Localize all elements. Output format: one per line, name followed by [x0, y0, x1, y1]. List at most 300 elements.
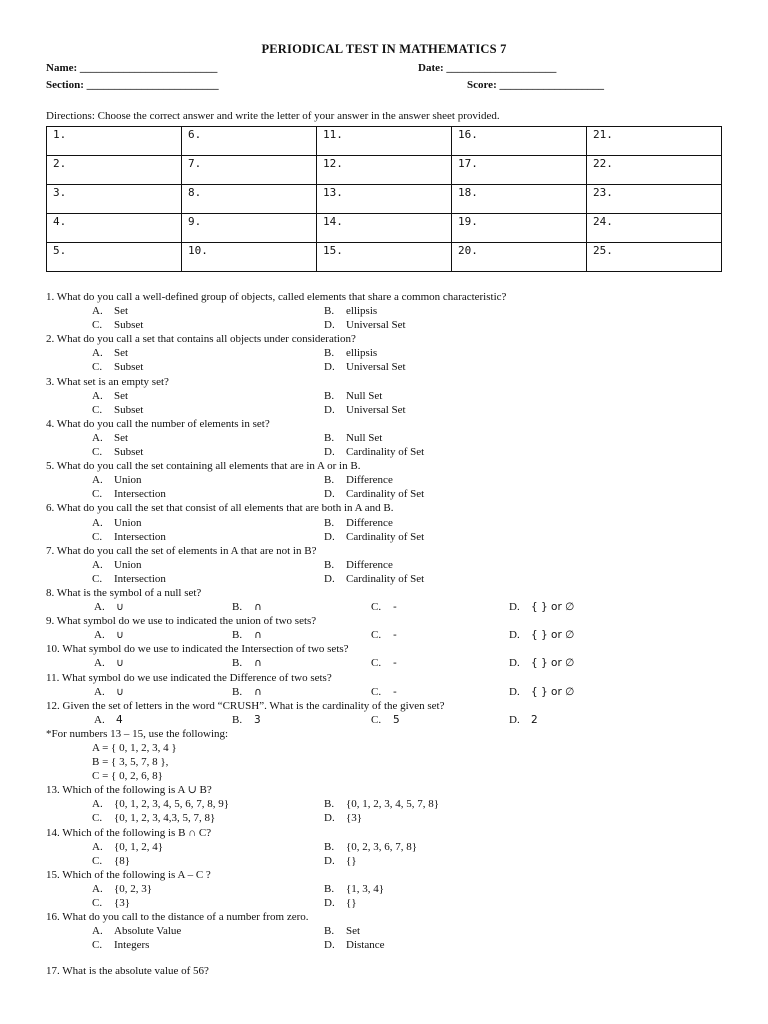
answer-cell: 14. — [317, 214, 452, 243]
answer-option — [324, 516, 393, 530]
option-text: {3} — [346, 812, 363, 825]
option-letter: B. — [324, 474, 335, 487]
question-item — [46, 586, 736, 614]
answer-option — [324, 572, 424, 586]
option-text: ellipsis — [346, 305, 378, 318]
option-letter: B. — [232, 685, 243, 698]
answer-option — [92, 403, 143, 417]
options-row — [46, 572, 736, 586]
options-row — [46, 403, 736, 417]
answer-cell: 25. — [587, 243, 722, 272]
option-letter: D. — [324, 939, 335, 952]
option-text: Set — [346, 925, 361, 938]
answer-cell: 10. — [182, 243, 317, 272]
answer-cell: 23. — [587, 185, 722, 214]
answer-option — [94, 685, 124, 699]
option-text: { } or ∅ — [531, 685, 575, 698]
question-text: 5. What do you call the set containing all elements that are in A or in B. — [46, 460, 361, 473]
option-text: ellipsis — [346, 347, 378, 360]
answer-option — [371, 600, 397, 614]
answer-option — [324, 938, 384, 952]
option-text: Intersection — [114, 488, 166, 501]
options-row — [46, 713, 736, 727]
section-field — [46, 79, 219, 91]
answer-option — [92, 473, 142, 487]
question-item — [46, 868, 736, 910]
answer-cell: 22. — [587, 156, 722, 185]
answer-sheet-row — [47, 156, 722, 185]
answer-option — [92, 389, 128, 403]
option-letter: D. — [324, 812, 335, 825]
answer-sheet-row — [47, 127, 722, 156]
answer-option — [94, 600, 124, 614]
option-letter: A. — [92, 305, 103, 318]
option-text: Set — [114, 347, 129, 360]
answer-cell: 19. — [452, 214, 587, 243]
answer-option — [324, 431, 382, 445]
option-text: Union — [114, 474, 142, 487]
options-row — [46, 389, 736, 403]
question-item — [46, 952, 736, 978]
option-text: 4 — [116, 713, 123, 726]
option-letter: D. — [324, 403, 335, 416]
answer-option — [92, 840, 163, 854]
directions: Directions: Choose the correct answer and write the letter of your answer in the answer sheet provided. — [46, 110, 500, 122]
answer-cell: 3. — [47, 185, 182, 214]
option-text: {0, 1, 2, 3, 4, 5, 7, 8} — [346, 798, 440, 811]
question-item — [46, 699, 736, 727]
answer-option — [232, 685, 262, 699]
option-text: Cardinality of Set — [346, 572, 425, 585]
option-text: Null Set — [346, 389, 383, 402]
option-text: - — [393, 629, 397, 642]
option-letter: A. — [92, 798, 103, 811]
option-text: {0, 1, 2, 3, 4,3, 5, 7, 8} — [114, 812, 216, 825]
option-text: {1, 3, 4} — [346, 882, 385, 895]
option-letter: A. — [92, 389, 103, 402]
answer-option — [92, 346, 128, 360]
answer-option — [371, 656, 397, 670]
question-text: 15. Which of the following is A – C ? — [46, 868, 211, 881]
option-text: Cardinality of Set — [346, 446, 425, 459]
options-row — [46, 431, 736, 445]
answer-option — [324, 797, 439, 811]
answer-option — [92, 558, 142, 572]
answer-cell: 18. — [452, 185, 587, 214]
option-letter: B. — [324, 347, 335, 360]
answer-option — [92, 811, 215, 825]
answer-cell: 17. — [452, 156, 587, 185]
answer-option — [324, 389, 382, 403]
option-text: Subset — [114, 319, 144, 332]
option-letter: C. — [92, 939, 103, 952]
option-text: Null Set — [346, 431, 383, 444]
option-text: Cardinality of Set — [346, 488, 425, 501]
answer-option — [92, 854, 130, 868]
option-text: Subset — [114, 446, 144, 459]
answer-option — [509, 600, 574, 614]
answer-option — [324, 445, 424, 459]
option-text: {} — [346, 854, 357, 867]
option-letter: D. — [324, 854, 335, 867]
option-letter: B. — [324, 925, 335, 938]
answer-option — [92, 882, 152, 896]
answer-option — [232, 600, 262, 614]
option-letter: A. — [94, 629, 105, 642]
question-text: 8. What is the symbol of a null set? — [46, 586, 202, 599]
section-label: Section: — [46, 79, 84, 91]
option-letter: D. — [509, 685, 520, 698]
option-letter: A. — [94, 685, 105, 698]
option-text: ∪ — [116, 601, 124, 614]
option-text: Intersection — [114, 530, 166, 543]
answer-option — [324, 924, 360, 938]
question-item — [46, 501, 736, 543]
option-text: 3 — [254, 713, 261, 726]
answer-option — [509, 656, 574, 670]
option-letter: B. — [324, 798, 335, 811]
question-item — [46, 417, 736, 459]
answer-option — [92, 572, 166, 586]
option-text: - — [393, 601, 397, 614]
answer-cell: 5. — [47, 243, 182, 272]
answer-sheet-row — [47, 185, 722, 214]
set-definition: B = { 3, 5, 7, 8 }, — [92, 756, 169, 769]
option-letter: B. — [324, 431, 335, 444]
answer-option — [92, 797, 229, 811]
name-line: _________________________ — [79, 62, 218, 74]
option-letter: A. — [92, 925, 103, 938]
option-text: Cardinality of Set — [346, 530, 425, 543]
answer-cell: 21. — [587, 127, 722, 156]
question-text: 13. Which of the following is A ∪ B? — [46, 784, 212, 797]
answer-cell: 24. — [587, 214, 722, 243]
options-row — [46, 530, 736, 544]
answer-option — [232, 713, 261, 727]
score-field — [467, 79, 604, 91]
options-row — [46, 854, 736, 868]
option-letter: D. — [509, 657, 520, 670]
answer-option — [92, 431, 128, 445]
answer-option — [324, 558, 393, 572]
option-letter: A. — [92, 882, 103, 895]
options-row — [46, 938, 736, 952]
option-text: Distance — [346, 939, 385, 952]
option-letter: D. — [324, 530, 335, 543]
option-text: 2 — [531, 713, 538, 726]
answer-option — [324, 882, 384, 896]
question-item — [46, 614, 736, 642]
option-letter: C. — [371, 657, 382, 670]
options-row — [46, 656, 736, 670]
option-text: { } or ∅ — [531, 657, 575, 670]
option-letter: B. — [232, 601, 243, 614]
option-letter: C. — [92, 319, 103, 332]
answer-option — [324, 473, 393, 487]
score-line: ___________________ — [499, 79, 604, 91]
question-item — [46, 826, 736, 868]
answer-option — [371, 713, 400, 727]
answer-option — [324, 896, 357, 910]
option-letter: B. — [324, 558, 335, 571]
question-text: 14. Which of the following is B ∩ C? — [46, 826, 212, 839]
options-row — [46, 924, 736, 938]
option-text: ∪ — [116, 685, 124, 698]
option-text: Set — [114, 431, 129, 444]
question-item — [46, 642, 736, 670]
question-text: 11. What symbol do we use indicated the Difference of two sets? — [46, 671, 332, 684]
option-letter: B. — [232, 713, 243, 726]
question-item — [46, 332, 736, 374]
options-row — [46, 840, 736, 854]
option-letter: D. — [324, 897, 335, 910]
answer-cell: 7. — [182, 156, 317, 185]
answer-option — [94, 713, 123, 727]
option-letter: A. — [92, 516, 103, 529]
option-text: {} — [346, 897, 357, 910]
option-text: Difference — [346, 558, 393, 571]
answer-option — [324, 530, 424, 544]
set-definition: C = { 0, 2, 6, 8} — [92, 770, 163, 783]
option-letter: B. — [324, 305, 335, 318]
option-letter: D. — [324, 446, 335, 459]
option-letter: A. — [92, 474, 103, 487]
option-text: 5 — [393, 713, 400, 726]
option-text: - — [393, 685, 397, 698]
option-letter: B. — [232, 629, 243, 642]
question-item — [46, 783, 736, 825]
option-letter: C. — [92, 854, 103, 867]
option-letter: C. — [92, 446, 103, 459]
answer-cell: 16. — [452, 127, 587, 156]
page-title: PERIODICAL TEST IN MATHEMATICS 7 — [261, 42, 507, 56]
option-text: Set — [114, 305, 129, 318]
score-label: Score: — [467, 79, 497, 91]
option-text: Union — [114, 516, 142, 529]
answer-option — [509, 713, 538, 727]
option-letter: D. — [324, 488, 335, 501]
answer-option — [92, 318, 143, 332]
option-text: Difference — [346, 474, 393, 487]
option-letter: B. — [232, 657, 243, 670]
answer-option — [92, 445, 143, 459]
option-letter: C. — [92, 897, 103, 910]
answer-cell: 2. — [47, 156, 182, 185]
option-letter: C. — [371, 629, 382, 642]
question-text: 1. What do you call a well-defined group of objects, called elements that share a common characteristic? — [46, 291, 507, 303]
option-text: { } or ∅ — [531, 629, 575, 642]
options-row — [46, 318, 736, 332]
option-letter: D. — [509, 629, 520, 642]
question-text: 17. What is the absolute value of 56? — [46, 965, 209, 978]
option-letter: C. — [92, 572, 103, 585]
date-field — [418, 62, 556, 74]
option-letter: B. — [324, 882, 335, 895]
option-letter: A. — [92, 347, 103, 360]
question-item — [46, 375, 736, 417]
option-letter: C. — [371, 685, 382, 698]
answer-option — [324, 403, 406, 417]
options-row — [46, 445, 736, 459]
option-letter: A. — [92, 558, 103, 571]
answer-cell: 6. — [182, 127, 317, 156]
option-letter: A. — [94, 657, 105, 670]
option-letter: A. — [92, 431, 103, 444]
answer-option — [324, 854, 357, 868]
option-text: Absolute Value — [114, 925, 182, 938]
options-row — [46, 600, 736, 614]
option-text: ∩ — [254, 685, 262, 698]
options-row — [46, 882, 736, 896]
question-text: 6. What do you call the set that consist of all elements that are both in A and B. — [46, 502, 394, 515]
option-text: Subset — [114, 403, 144, 416]
option-text: ∩ — [254, 657, 262, 670]
answer-cell: 12. — [317, 156, 452, 185]
answer-cell: 15. — [317, 243, 452, 272]
option-text: Difference — [346, 516, 393, 529]
option-letter: D. — [324, 572, 335, 585]
question-text: 2. What do you call a set that contains all objects under consideration? — [46, 333, 356, 346]
question-text: 9. What symbol do we use to indicated the union of two sets? — [46, 615, 317, 628]
options-row — [46, 811, 736, 825]
answer-sheet-row — [47, 243, 722, 272]
option-text: Universal Set — [346, 361, 406, 374]
option-text: {0, 2, 3} — [114, 882, 153, 895]
set-definition: A = { 0, 1, 2, 3, 4 } — [92, 742, 177, 754]
option-text: Union — [114, 558, 142, 571]
options-row — [46, 473, 736, 487]
answer-option — [371, 685, 397, 699]
option-letter: D. — [509, 601, 520, 614]
answer-option — [324, 840, 417, 854]
option-text: ∩ — [254, 601, 262, 614]
option-letter: C. — [92, 488, 103, 501]
option-letter: C. — [371, 713, 382, 726]
option-letter: B. — [324, 516, 335, 529]
option-letter: A. — [92, 840, 103, 853]
answer-option — [371, 628, 397, 642]
answer-cell: 1. — [47, 127, 182, 156]
options-row — [46, 516, 736, 530]
question-text: 10. What symbol do we use to indicated the Intersection of two sets? — [46, 643, 349, 656]
question-text: 3. What set is an empty set? — [46, 375, 169, 388]
question-text: 12. Given the set of letters in the word “CRUSH”. What is the cardinality of the given set? — [46, 699, 445, 712]
answer-option — [324, 304, 377, 318]
answer-cell: 8. — [182, 185, 317, 214]
question-item — [46, 290, 736, 332]
answer-option — [92, 360, 143, 374]
option-text: {3} — [114, 897, 131, 910]
question-text: 16. What do you call to the distance of a number from zero. — [46, 911, 309, 924]
answer-option — [324, 318, 406, 332]
answer-cell: 13. — [317, 185, 452, 214]
question-text: 7. What do you call the set of elements in A that are not in B? — [46, 544, 317, 557]
answer-option — [92, 516, 142, 530]
option-text: {0, 1, 2, 3, 4, 5, 6, 7, 8, 9} — [114, 798, 230, 811]
option-text: Intersection — [114, 572, 166, 585]
option-letter: D. — [324, 319, 335, 332]
options-row — [46, 346, 736, 360]
question-item — [46, 727, 736, 783]
answer-option — [92, 487, 166, 501]
option-text: ∩ — [254, 629, 262, 642]
option-text: ∪ — [116, 657, 124, 670]
date-label: Date: — [418, 62, 444, 74]
option-text: Set — [114, 389, 129, 402]
answer-option — [509, 628, 574, 642]
answer-option — [92, 938, 149, 952]
section-line: ________________________ — [86, 79, 219, 91]
option-letter: D. — [324, 361, 335, 374]
option-letter: B. — [324, 840, 335, 853]
option-text: Subset — [114, 361, 144, 374]
answer-sheet-table — [46, 126, 722, 272]
answer-option — [324, 487, 424, 501]
answer-option — [324, 346, 377, 360]
options-row — [46, 628, 736, 642]
date-line: ____________________ — [446, 62, 557, 74]
answer-cell: 20. — [452, 243, 587, 272]
question-item — [46, 671, 736, 699]
answer-cell: 9. — [182, 214, 317, 243]
question-text: 4. What do you call the number of elements in set? — [46, 417, 270, 430]
answer-option — [94, 656, 124, 670]
question-text: *For numbers 13 – 15, use the following: — [46, 727, 229, 740]
option-letter: A. — [94, 601, 105, 614]
answer-option — [92, 530, 166, 544]
answer-sheet-row — [47, 214, 722, 243]
option-text: {0, 1, 2, 4} — [114, 840, 164, 853]
options-row — [46, 558, 736, 572]
answer-option — [92, 924, 181, 938]
question-item — [46, 544, 736, 586]
option-text: {8} — [114, 854, 131, 867]
option-text: ∪ — [116, 629, 124, 642]
option-letter: C. — [92, 812, 103, 825]
option-text: { } or ∅ — [531, 601, 575, 614]
question-item — [46, 459, 736, 501]
name-field — [46, 62, 217, 74]
options-row — [46, 304, 736, 318]
answer-option — [232, 628, 262, 642]
answer-option — [509, 685, 574, 699]
answer-option — [92, 896, 130, 910]
option-letter: C. — [371, 601, 382, 614]
option-text: Universal Set — [346, 403, 406, 416]
option-letter: C. — [92, 361, 103, 374]
option-letter: D. — [509, 713, 520, 726]
name-label: Name: — [46, 62, 78, 74]
options-row — [46, 685, 736, 699]
option-text: {0, 2, 3, 6, 7, 8} — [346, 840, 418, 853]
option-letter: B. — [324, 389, 335, 402]
answer-option — [92, 304, 128, 318]
options-row — [46, 896, 736, 910]
options-row — [46, 797, 736, 811]
question-item — [46, 910, 736, 952]
answer-option — [324, 811, 362, 825]
options-row — [46, 360, 736, 374]
answer-cell: 11. — [317, 127, 452, 156]
option-text: Universal Set — [346, 319, 406, 332]
answer-option — [232, 656, 262, 670]
option-text: - — [393, 657, 397, 670]
options-row — [46, 487, 736, 501]
answer-option — [94, 628, 124, 642]
option-text: Integers — [114, 939, 150, 952]
questions-list — [46, 290, 736, 979]
answer-option — [324, 360, 406, 374]
